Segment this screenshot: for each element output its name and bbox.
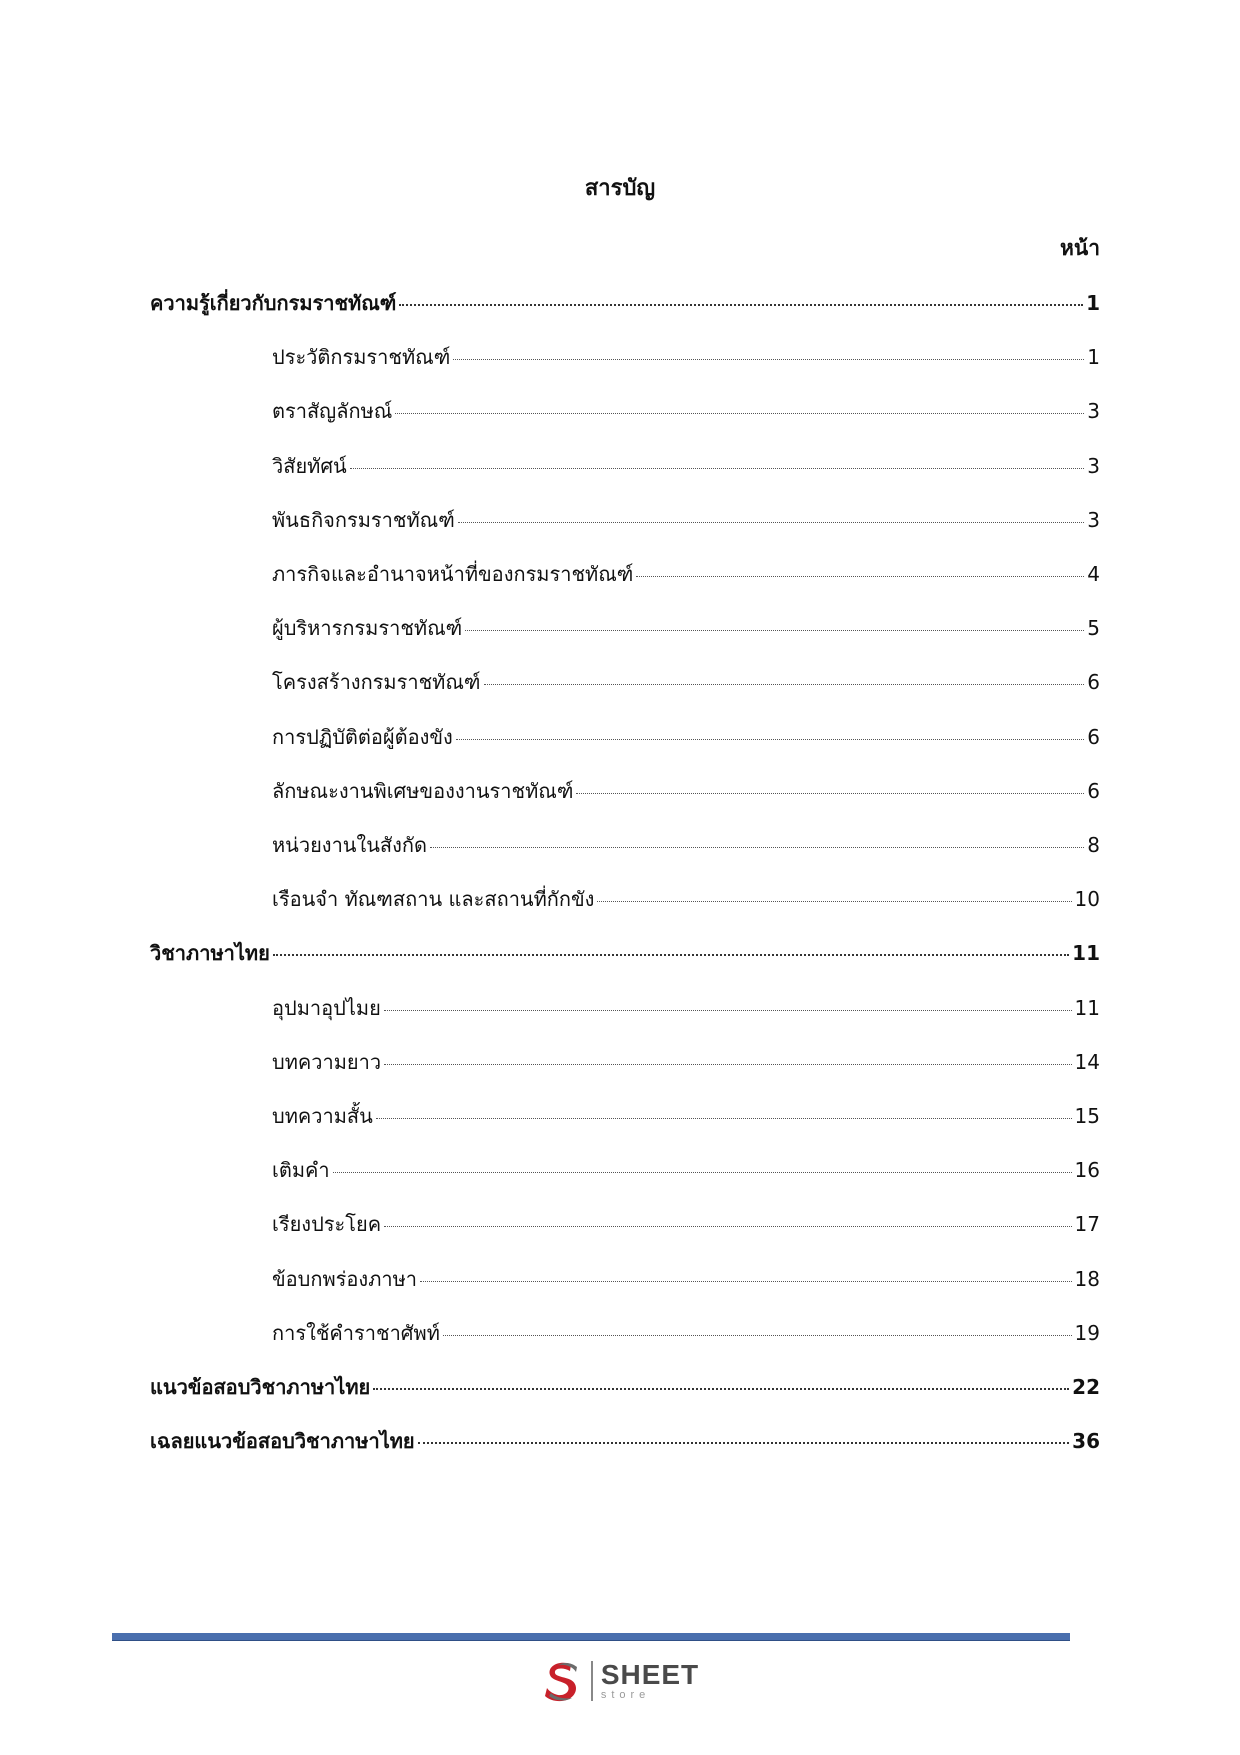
toc-entry-page: 6 — [1087, 724, 1100, 749]
footer-logo — [0, 1658, 1240, 1704]
toc-entry-label: เฉลยแนวข้อสอบวิชาภาษาไทย — [150, 1429, 415, 1454]
toc-entry-label: หน่วยงานในสังกัด — [272, 833, 427, 857]
toc-dot-leader — [430, 847, 1084, 848]
toc-dot-leader — [384, 1226, 1071, 1227]
toc-entry-label: วิสัยทัศน์ — [272, 453, 347, 478]
toc-entry-label: ตราสัญลักษณ์ — [272, 399, 393, 424]
toc-entry-page: 3 — [1087, 399, 1100, 424]
toc-subsection-row — [272, 1047, 1100, 1077]
toc-dot-leader — [373, 1388, 1069, 1390]
toc-subsection-row — [272, 1264, 1100, 1294]
toc-dot-leader — [273, 954, 1069, 956]
logo-divider — [591, 1661, 593, 1701]
toc-entry-label: โครงสร้างกรมราชทัณฑ์ — [272, 670, 481, 695]
toc-dot-leader — [443, 1335, 1072, 1336]
toc-entry-page: 16 — [1074, 1158, 1100, 1183]
logo-brand-word: SHEET — [600, 1659, 700, 1690]
page-column-header: หน้า — [1060, 236, 1100, 260]
toc-entry-label: เรียงประโยค — [272, 1212, 382, 1237]
toc-dot-leader — [456, 739, 1084, 740]
toc-subsection-row — [272, 342, 1100, 372]
toc-dot-leader — [376, 1118, 1072, 1119]
toc-dot-leader — [597, 901, 1071, 902]
toc-subsection-row — [272, 776, 1100, 806]
toc-entry-label: เติมคำ — [272, 1158, 330, 1183]
toc-entry-label: พันธกิจกรมราชทัณฑ์ — [272, 507, 455, 532]
toc-section-row — [150, 288, 1100, 318]
toc-dot-leader — [484, 684, 1085, 685]
toc-entry-page: 11 — [1072, 941, 1100, 966]
toc-entry-label: แนวข้อสอบวิชาภาษาไทย — [150, 1375, 371, 1399]
toc-entry-page: 22 — [1072, 1375, 1100, 1399]
toc-entry-label: วิชาภาษาไทย — [150, 941, 270, 966]
toc-entry-page: 15 — [1074, 1104, 1100, 1128]
toc-subsection-row — [272, 667, 1100, 697]
toc-dot-leader — [333, 1172, 1072, 1173]
toc-dot-leader — [453, 359, 1084, 360]
toc-subsection-row — [272, 613, 1100, 643]
toc-dot-leader — [395, 413, 1084, 414]
toc-entry-page: 3 — [1087, 453, 1100, 478]
toc-dot-leader — [384, 1064, 1071, 1065]
sheet-store-logo-icon — [541, 1658, 585, 1704]
toc-entry-page: 6 — [1087, 778, 1100, 803]
toc-subsection-row — [272, 505, 1100, 535]
toc-entry-label: ลักษณะงานพิเศษของงานราชทัณฑ์ — [272, 778, 574, 803]
toc-subsection-row — [272, 1155, 1100, 1185]
toc-entry-page: 18 — [1074, 1266, 1100, 1291]
toc-entry-page: 5 — [1087, 616, 1100, 641]
toc-entry-page: 14 — [1074, 1049, 1100, 1074]
toc-subsection-row — [272, 451, 1100, 481]
toc-entry-page: 6 — [1087, 670, 1100, 695]
toc-subsection-row — [272, 559, 1100, 589]
toc-subsection-row — [272, 1318, 1100, 1348]
toc-title: สารบัญ — [584, 176, 656, 201]
toc-dot-leader — [636, 576, 1084, 577]
toc-entry-label: การใช้คำราชาศัพท์ — [272, 1320, 440, 1345]
toc-subsection-row — [272, 830, 1100, 860]
toc-subsection-row — [272, 993, 1100, 1023]
toc-entry-page: 19 — [1074, 1320, 1100, 1345]
toc-entry-label: บทความยาว — [272, 1049, 382, 1074]
toc-entry-page: 17 — [1074, 1212, 1100, 1237]
toc-dot-leader — [458, 522, 1084, 523]
toc-dot-leader — [399, 304, 1083, 306]
toc-entry-label: ผู้บริหารกรมราชทัณฑ์ — [272, 616, 463, 641]
toc-dot-leader — [576, 793, 1084, 794]
logo-text — [601, 1661, 699, 1701]
toc-dot-leader — [418, 1442, 1070, 1444]
toc-subsection-row — [272, 722, 1100, 752]
toc-dot-leader — [465, 630, 1084, 631]
toc-entry-label: อุปมาอุปไมย — [272, 995, 381, 1020]
toc-entry-label: ข้อบกพร่องภาษา — [272, 1266, 418, 1291]
toc-entry-label: ประวัติกรมราชทัณฑ์ — [272, 345, 451, 370]
toc-subsection-row — [272, 1209, 1100, 1239]
toc-entry-page: 1 — [1087, 345, 1100, 370]
toc-entry-page: 36 — [1072, 1429, 1100, 1454]
toc-entry-label: เรือนจำ ทัณฑสถาน และสถานที่กักขัง — [272, 887, 595, 912]
toc-entry-page: 8 — [1087, 833, 1100, 857]
toc-entry-page: 11 — [1074, 995, 1100, 1020]
toc-dot-leader — [420, 1281, 1072, 1282]
logo-brand-sub: store — [600, 1689, 651, 1701]
toc-entry-page: 1 — [1086, 291, 1100, 315]
toc-subsection-row — [272, 1101, 1100, 1131]
toc-entry-page: 10 — [1074, 887, 1100, 912]
toc-dot-leader — [350, 468, 1085, 469]
toc-subsection-row — [272, 884, 1100, 914]
toc-subsection-row — [272, 396, 1100, 426]
toc-entry-page: 4 — [1087, 562, 1100, 586]
toc-entry-page: 3 — [1087, 507, 1100, 532]
toc-entry-label: บทความสั้น — [272, 1104, 373, 1128]
toc-dot-leader — [384, 1010, 1072, 1011]
toc-entry-label: ความรู้เกี่ยวกับกรมราชทัณฑ์ — [150, 291, 397, 315]
toc-section-row — [150, 1426, 1100, 1456]
toc-entry-label: การปฏิบัติต่อผู้ต้องขัง — [272, 724, 453, 749]
toc-section-row — [150, 938, 1100, 968]
footer-rule — [112, 1633, 1070, 1641]
toc-section-row — [150, 1372, 1100, 1402]
toc-entry-label: ภารกิจและอำนาจหน้าที่ของกรมราชทัณฑ์ — [272, 562, 634, 586]
